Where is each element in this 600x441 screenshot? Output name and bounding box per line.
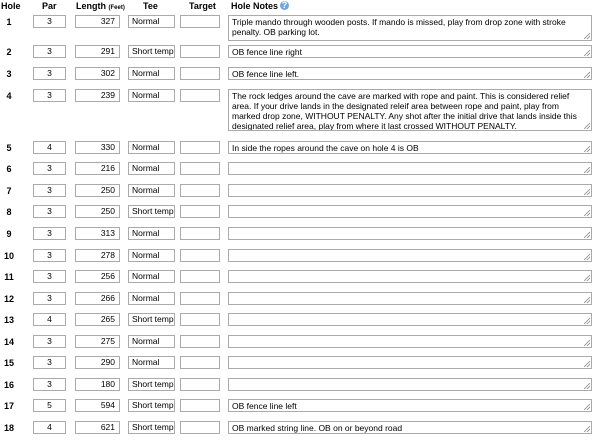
- hole-notes-textarea[interactable]: OB fence line right: [228, 45, 592, 58]
- hole-notes-textarea[interactable]: [228, 184, 592, 197]
- par-input[interactable]: 3: [33, 162, 66, 175]
- tee-select[interactable]: Normal: [128, 89, 175, 102]
- par-input[interactable]: 3: [33, 356, 66, 369]
- target-input[interactable]: [180, 270, 220, 283]
- help-icon[interactable]: ?: [281, 0, 288, 10]
- hole-notes-textarea[interactable]: Triple mando through wooden posts. If mando is missed, play from drop zone with stroke penalty. OB parking lot.: [228, 15, 592, 41]
- hole-notes-textarea[interactable]: [228, 378, 592, 391]
- hole-number: 15: [3, 358, 14, 368]
- hole-notes-textarea[interactable]: [228, 162, 592, 175]
- par-input[interactable]: 3: [33, 292, 66, 305]
- tee-select[interactable]: Short temp: [128, 313, 175, 326]
- length-input[interactable]: 180: [75, 378, 120, 391]
- par-input[interactable]: 3: [33, 378, 66, 391]
- header-length: [76, 1, 125, 11]
- length-input[interactable]: 278: [75, 249, 120, 262]
- par-input[interactable]: 3: [33, 184, 66, 197]
- target-input[interactable]: [180, 89, 220, 102]
- target-input[interactable]: [180, 378, 220, 391]
- par-input[interactable]: 3: [33, 227, 66, 240]
- hole-number: 5: [6, 143, 12, 153]
- header-notes-label: Hole Notes: [231, 1, 279, 11]
- length-input[interactable]: 621: [75, 421, 120, 434]
- target-input[interactable]: [180, 421, 220, 434]
- hole-number: 6: [6, 164, 12, 174]
- length-input[interactable]: 327: [75, 15, 120, 28]
- tee-select[interactable]: Normal: [128, 335, 175, 348]
- resize-grip-icon[interactable]: [584, 123, 590, 129]
- hole-notes-textarea[interactable]: OB fence line left.: [228, 67, 592, 80]
- target-input[interactable]: [180, 141, 220, 154]
- hole-notes-textarea[interactable]: [228, 292, 592, 305]
- resize-grip-icon[interactable]: [584, 72, 590, 78]
- tee-select[interactable]: Normal: [128, 227, 175, 240]
- target-input[interactable]: [180, 15, 220, 28]
- tee-select[interactable]: Short temp: [128, 45, 175, 58]
- hole-number: 1: [6, 17, 12, 27]
- hole-number: 14: [3, 337, 14, 347]
- target-input[interactable]: [180, 249, 220, 262]
- hole-number: 18: [3, 423, 14, 433]
- length-input[interactable]: 256: [75, 270, 120, 283]
- par-input[interactable]: 4: [33, 421, 66, 434]
- par-input[interactable]: 3: [33, 67, 66, 80]
- par-input[interactable]: 3: [33, 45, 66, 58]
- resize-grip-icon[interactable]: [584, 275, 590, 281]
- header-length-label: Length: [76, 1, 106, 11]
- length-input[interactable]: 302: [75, 67, 120, 80]
- hole-notes-textarea[interactable]: OB marked string line. OB on or beyond road: [228, 421, 592, 434]
- par-input[interactable]: 3: [33, 89, 66, 102]
- resize-grip-icon[interactable]: [584, 50, 590, 56]
- resize-grip-icon[interactable]: [584, 383, 590, 389]
- resize-grip-icon[interactable]: [584, 340, 590, 346]
- header-length-unit: (Feet): [108, 5, 125, 11]
- target-input[interactable]: [180, 399, 220, 412]
- header-par: Par: [42, 1, 57, 11]
- hole-number: 10: [3, 251, 14, 261]
- length-input[interactable]: 313: [75, 227, 120, 240]
- header-target: Target: [189, 1, 216, 11]
- par-input[interactable]: 3: [33, 270, 66, 283]
- tee-select[interactable]: Normal: [128, 141, 175, 154]
- resize-grip-icon[interactable]: [584, 33, 590, 39]
- length-input[interactable]: 594: [75, 399, 120, 412]
- hole-notes-textarea[interactable]: [228, 356, 592, 369]
- hole-number: 16: [3, 380, 14, 390]
- length-input[interactable]: 291: [75, 45, 120, 58]
- hole-notes-textarea[interactable]: [228, 205, 592, 218]
- length-input[interactable]: 290: [75, 356, 120, 369]
- header-notes: [231, 1, 289, 11]
- target-input[interactable]: [180, 205, 220, 218]
- target-input[interactable]: [180, 184, 220, 197]
- table-header: [0, 0, 600, 16]
- hole-notes-textarea[interactable]: In side the ropes around the cave on hole 4 is OB: [228, 141, 592, 154]
- target-input[interactable]: [180, 335, 220, 348]
- resize-grip-icon[interactable]: [584, 189, 590, 195]
- tee-select[interactable]: Normal: [128, 15, 175, 28]
- resize-grip-icon[interactable]: [584, 210, 590, 216]
- resize-grip-icon[interactable]: [584, 167, 590, 173]
- hole-notes-textarea[interactable]: [228, 249, 592, 262]
- hole-notes-textarea[interactable]: OB fence line left: [228, 399, 592, 412]
- hole-number: 9: [6, 229, 12, 239]
- tee-select[interactable]: Normal: [128, 67, 175, 80]
- tee-select[interactable]: Normal: [128, 292, 175, 305]
- hole-number: 8: [6, 207, 12, 217]
- resize-grip-icon[interactable]: [584, 426, 590, 432]
- target-input[interactable]: [180, 313, 220, 326]
- tee-select[interactable]: Short temp: [128, 205, 175, 218]
- resize-grip-icon[interactable]: [584, 318, 590, 324]
- hole-notes-textarea[interactable]: [228, 270, 592, 283]
- hole-number: 11: [4, 272, 14, 282]
- length-input[interactable]: 250: [75, 184, 120, 197]
- hole-number: 13: [3, 315, 14, 325]
- hole-number: 7: [6, 186, 12, 196]
- par-input[interactable]: 3: [33, 15, 66, 28]
- tee-select[interactable]: Normal: [128, 249, 175, 262]
- resize-grip-icon[interactable]: [584, 254, 590, 260]
- target-input[interactable]: [180, 292, 220, 305]
- target-input[interactable]: [180, 162, 220, 175]
- target-input[interactable]: [180, 67, 220, 80]
- tee-select[interactable]: Normal: [128, 270, 175, 283]
- hole-number: 17: [3, 401, 14, 411]
- par-input[interactable]: 3: [33, 249, 66, 262]
- tee-select[interactable]: Normal: [128, 162, 175, 175]
- hole-number: 2: [6, 47, 12, 57]
- tee-select[interactable]: Short temp: [128, 421, 175, 434]
- resize-grip-icon[interactable]: [584, 361, 590, 367]
- length-input[interactable]: 266: [75, 292, 120, 305]
- par-input[interactable]: 3: [33, 335, 66, 348]
- length-input[interactable]: 275: [75, 335, 120, 348]
- target-input[interactable]: [180, 356, 220, 369]
- tee-select[interactable]: Short temp: [128, 399, 175, 412]
- resize-grip-icon[interactable]: [584, 404, 590, 410]
- hole-number: 3: [6, 69, 12, 79]
- header-hole: Hole: [1, 1, 21, 11]
- length-input[interactable]: 330: [75, 141, 120, 154]
- length-input[interactable]: 239: [75, 89, 120, 102]
- hole-notes-textarea[interactable]: [228, 313, 592, 326]
- header-tee: Tee: [143, 1, 158, 11]
- target-input[interactable]: [180, 227, 220, 240]
- par-input[interactable]: 4: [33, 313, 66, 326]
- target-input[interactable]: [180, 45, 220, 58]
- resize-grip-icon[interactable]: [584, 297, 590, 303]
- resize-grip-icon[interactable]: [584, 146, 590, 152]
- hole-number: 12: [3, 294, 14, 304]
- hole-number: 4: [6, 91, 12, 101]
- tee-select[interactable]: Short temp: [128, 378, 175, 391]
- tee-select[interactable]: Normal: [128, 356, 175, 369]
- par-input[interactable]: 3: [33, 205, 66, 218]
- length-input[interactable]: 250: [75, 205, 120, 218]
- tee-select[interactable]: Normal: [128, 184, 175, 197]
- hole-notes-textarea[interactable]: [228, 227, 592, 240]
- hole-notes-textarea[interactable]: The rock ledges around the cave are marked with rope and paint. This is considered relief area. If your drive lands in the designated releif area between rope and paint, play from marked drop zone, WITHOUT PENALTY. Any shot after the initial drive that lands inside this designated relief area, play from where it last crossed WITHOUT PENALTY.: [228, 89, 592, 131]
- hole-notes-textarea[interactable]: [228, 335, 592, 348]
- resize-grip-icon[interactable]: [584, 232, 590, 238]
- length-input[interactable]: 265: [75, 313, 120, 326]
- length-input[interactable]: 216: [75, 162, 120, 175]
- par-input[interactable]: 4: [33, 141, 66, 154]
- par-input[interactable]: 5: [33, 399, 66, 412]
